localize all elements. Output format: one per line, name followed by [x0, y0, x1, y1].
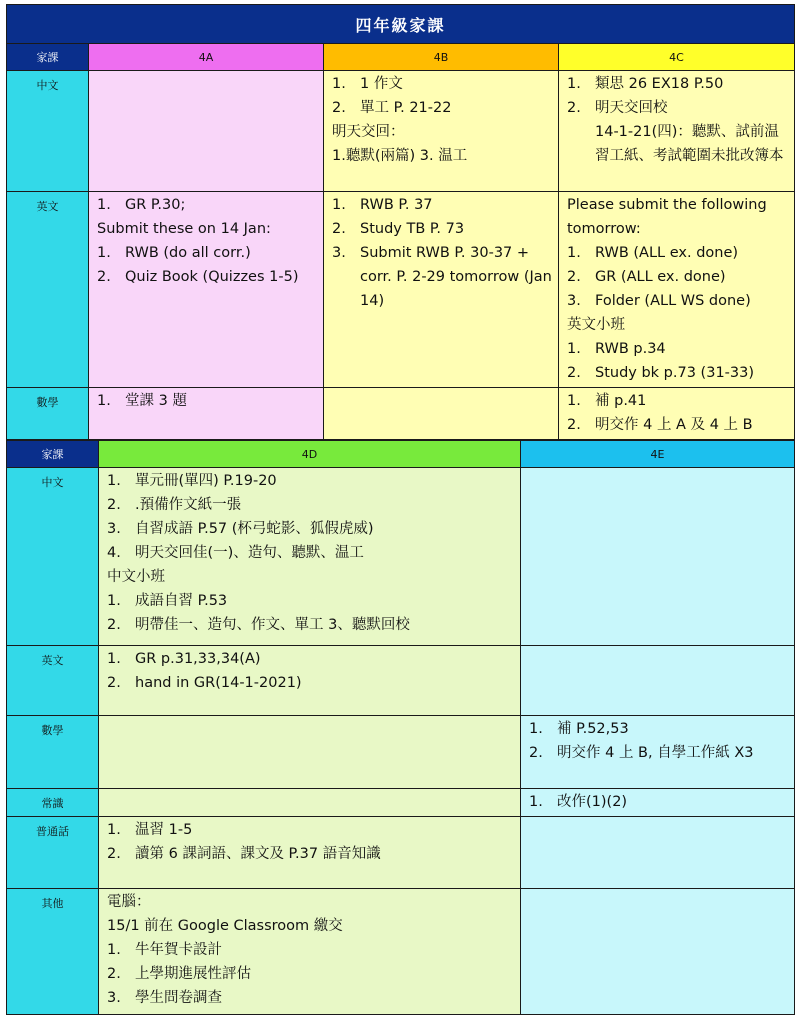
item-number: 2. — [97, 269, 111, 285]
homework-item — [567, 265, 788, 289]
item-text: 成語自習 P.53 — [135, 593, 228, 609]
homework-note: 中文小班 — [107, 569, 165, 585]
item-text: GR P.30; — [125, 197, 186, 213]
item-number: 1. — [107, 651, 121, 667]
header-class-4a: 4A — [89, 44, 324, 71]
item-number: 2. — [107, 846, 121, 862]
item-text: RWB p.34 — [595, 341, 666, 357]
item-text: 1 作文 — [360, 76, 403, 92]
item-text: 堂課 3 題 — [125, 393, 187, 409]
homework-item — [567, 241, 788, 265]
subject-label: 數學 — [7, 388, 89, 440]
homework-note: 15/1 前在 Google Classroom 繳交 — [107, 918, 343, 934]
homework-cell — [521, 468, 795, 646]
item-number: 2. — [107, 617, 121, 633]
item-text: 自習成語 P.57 (杯弓蛇影、狐假虎威) — [135, 521, 374, 537]
table2-row-chinese — [7, 468, 795, 646]
item-number: 1. — [97, 393, 111, 409]
homework-item — [529, 741, 788, 765]
homework-item — [529, 790, 788, 814]
item-text: 明天交回佳(一)、造句、聽默、温工 — [135, 545, 364, 561]
header-class-4d: 4D — [99, 441, 521, 468]
table1-header-row — [7, 44, 795, 71]
item-text: 牛年賀卡設計 — [135, 942, 222, 958]
item-number: 1. — [97, 245, 111, 261]
item-number: 2. — [567, 417, 581, 433]
subject-label: 英文 — [7, 192, 89, 388]
homework-table-4d-4e — [6, 440, 795, 1015]
item-number: 3. — [332, 245, 346, 261]
homework-item — [332, 241, 552, 313]
table2-row-math — [7, 716, 795, 789]
item-number: 2. — [567, 365, 581, 381]
item-text: 温習 1-5 — [135, 822, 193, 838]
homework-note: Please submit the following tomorrow: — [567, 197, 767, 237]
item-text: 補 p.41 — [595, 393, 647, 409]
item-text: 讀第 6 課詞語、課文及 P.37 語音知識 — [135, 846, 381, 862]
subject-label: 英文 — [7, 646, 99, 716]
item-number: 1. — [567, 76, 581, 92]
item-number: 1. — [107, 593, 121, 609]
item-text: 上學期進展性評估 — [135, 966, 251, 982]
item-text: Study bk p.73 (31-33) — [595, 365, 755, 381]
homework-item — [107, 469, 514, 493]
homework-item — [332, 193, 552, 217]
homework-item — [107, 589, 514, 613]
homework-cell — [99, 468, 521, 646]
item-text: GR (ALL ex. done) — [595, 269, 726, 285]
homework-note: 電腦： — [107, 894, 151, 910]
subject-label: 常識 — [7, 789, 99, 817]
item-number: 1. — [107, 942, 121, 958]
homework-item — [97, 241, 317, 265]
homework-item — [107, 938, 514, 962]
homework-item — [107, 517, 514, 541]
item-number: 1. — [567, 341, 581, 357]
homework-cell — [521, 817, 795, 889]
item-number: 1. — [107, 473, 121, 489]
homework-cell — [99, 889, 521, 1015]
table2-row-others — [7, 889, 795, 1015]
homework-cell — [324, 71, 559, 192]
subject-label: 中文 — [7, 71, 89, 192]
homework-cell — [99, 646, 521, 716]
item-text: 改作(1)(2) — [557, 794, 628, 810]
item-text: .預備作文紙一張 — [135, 497, 242, 513]
item-number: 1. — [97, 197, 111, 213]
header-class-4e: 4E — [521, 441, 795, 468]
item-text: 補 P.52,53 — [557, 721, 629, 737]
item-text: RWB (ALL ex. done) — [595, 245, 739, 261]
homework-cell — [324, 388, 559, 440]
item-text: 學生問卷調查 — [135, 990, 222, 1006]
item-text: GR p.31,33,34(A) — [135, 651, 261, 667]
item-number: 3. — [567, 293, 581, 309]
homework-item — [529, 717, 788, 741]
homework-cell — [521, 789, 795, 817]
item-text: hand in GR(14-1-2021) — [135, 675, 302, 691]
item-number: 2. — [332, 100, 346, 116]
homework-cell — [99, 789, 521, 817]
item-number: 2. — [567, 100, 581, 116]
item-text: 明交作 4 上 A 及 4 上 B — [595, 417, 753, 433]
item-number: 2. — [107, 966, 121, 982]
homework-item — [97, 265, 317, 289]
item-text: Quiz Book (Quizzes 1-5) — [125, 269, 299, 285]
homework-item — [567, 289, 788, 313]
homework-item — [107, 671, 514, 695]
subject-label: 普通話 — [7, 817, 99, 889]
homework-note: Submit these on 14 Jan: — [97, 221, 271, 237]
homework-note: 1.聽默(兩篇) 3. 温工 — [332, 148, 468, 164]
item-number: 2. — [332, 221, 346, 237]
homework-cell — [559, 388, 795, 440]
homework-item — [107, 541, 514, 565]
homework-cell — [559, 71, 795, 192]
item-text: Submit RWB P. 30-37 + corr. P. 2-29 tomorrow (Jan 14) — [360, 245, 552, 309]
item-text: RWB (do all corr.) — [125, 245, 251, 261]
header-subject: 家課 — [7, 44, 89, 71]
item-number: 3. — [107, 990, 121, 1006]
homework-item — [107, 986, 514, 1010]
item-text: 明交作 4 上 B, 自學工作紙 X3 — [557, 745, 754, 761]
table1-row-chinese — [7, 71, 795, 192]
item-text: 14-1-21(四)：聽默、試前温習工紙、考試範圍未批改簿本 — [595, 124, 784, 164]
item-text: 單工 P. 21-22 — [360, 100, 452, 116]
table1-row-english — [7, 192, 795, 388]
item-number: 2. — [529, 745, 543, 761]
homework-item — [332, 72, 552, 96]
table2-header-row — [7, 441, 795, 468]
item-number — [567, 120, 595, 168]
homework-note: 英文小班 — [567, 317, 625, 333]
homework-item — [107, 493, 514, 517]
homework-item — [107, 818, 514, 842]
page-title: 四年級家課 — [7, 5, 795, 44]
item-text: Study TB P. 73 — [360, 221, 465, 237]
homework-item — [567, 120, 788, 168]
item-text: 單元冊(單四) P.19-20 — [135, 473, 277, 489]
homework-item — [332, 217, 552, 241]
homework-item — [567, 361, 788, 385]
homework-item — [567, 389, 788, 413]
item-number: 4. — [107, 545, 121, 561]
item-number: 1. — [332, 76, 346, 92]
homework-item — [107, 842, 514, 866]
table2-row-putonghua — [7, 817, 795, 889]
homework-item — [107, 613, 514, 637]
homework-item — [107, 962, 514, 986]
homework-item — [567, 413, 788, 437]
item-number: 1. — [529, 721, 543, 737]
item-text: 類思 26 EX18 P.50 — [595, 76, 724, 92]
header-class-4c: 4C — [559, 44, 795, 71]
item-number: 1. — [332, 197, 346, 213]
homework-cell — [99, 716, 521, 789]
homework-item — [567, 337, 788, 361]
item-number: 1. — [567, 393, 581, 409]
item-text: 明天交回校 — [595, 100, 668, 116]
homework-note: 明天交回： — [332, 124, 405, 140]
homework-item — [567, 96, 788, 120]
homework-cell — [324, 192, 559, 388]
item-text: Folder (ALL WS done) — [595, 293, 751, 309]
homework-cell — [559, 192, 795, 388]
item-number: 1. — [567, 245, 581, 261]
homework-item — [332, 96, 552, 120]
homework-item — [97, 193, 317, 217]
homework-cell — [89, 192, 324, 388]
table2-row-english — [7, 646, 795, 716]
homework-cell — [99, 817, 521, 889]
homework-table-4a-4c — [6, 4, 795, 440]
homework-item — [107, 647, 514, 671]
homework-cell — [521, 889, 795, 1015]
homework-item — [97, 389, 317, 413]
item-text: 明帶佳一、造句、作文、單工 3、聽默回校 — [135, 617, 410, 633]
header-subject: 家課 — [7, 441, 99, 468]
subject-label: 其他 — [7, 889, 99, 1015]
homework-cell — [521, 716, 795, 789]
subject-label: 數學 — [7, 716, 99, 789]
item-text: RWB P. 37 — [360, 197, 433, 213]
homework-cell — [521, 646, 795, 716]
item-number: 2. — [567, 269, 581, 285]
header-class-4b: 4B — [324, 44, 559, 71]
table2-row-general-studies — [7, 789, 795, 817]
table1-row-math — [7, 388, 795, 440]
homework-cell — [89, 388, 324, 440]
homework-item — [567, 72, 788, 96]
item-number: 1. — [107, 822, 121, 838]
item-number: 2. — [107, 497, 121, 513]
item-number: 3. — [107, 521, 121, 537]
item-number: 2. — [107, 675, 121, 691]
homework-cell — [89, 71, 324, 192]
subject-label: 中文 — [7, 468, 99, 646]
item-number: 1. — [529, 794, 543, 810]
